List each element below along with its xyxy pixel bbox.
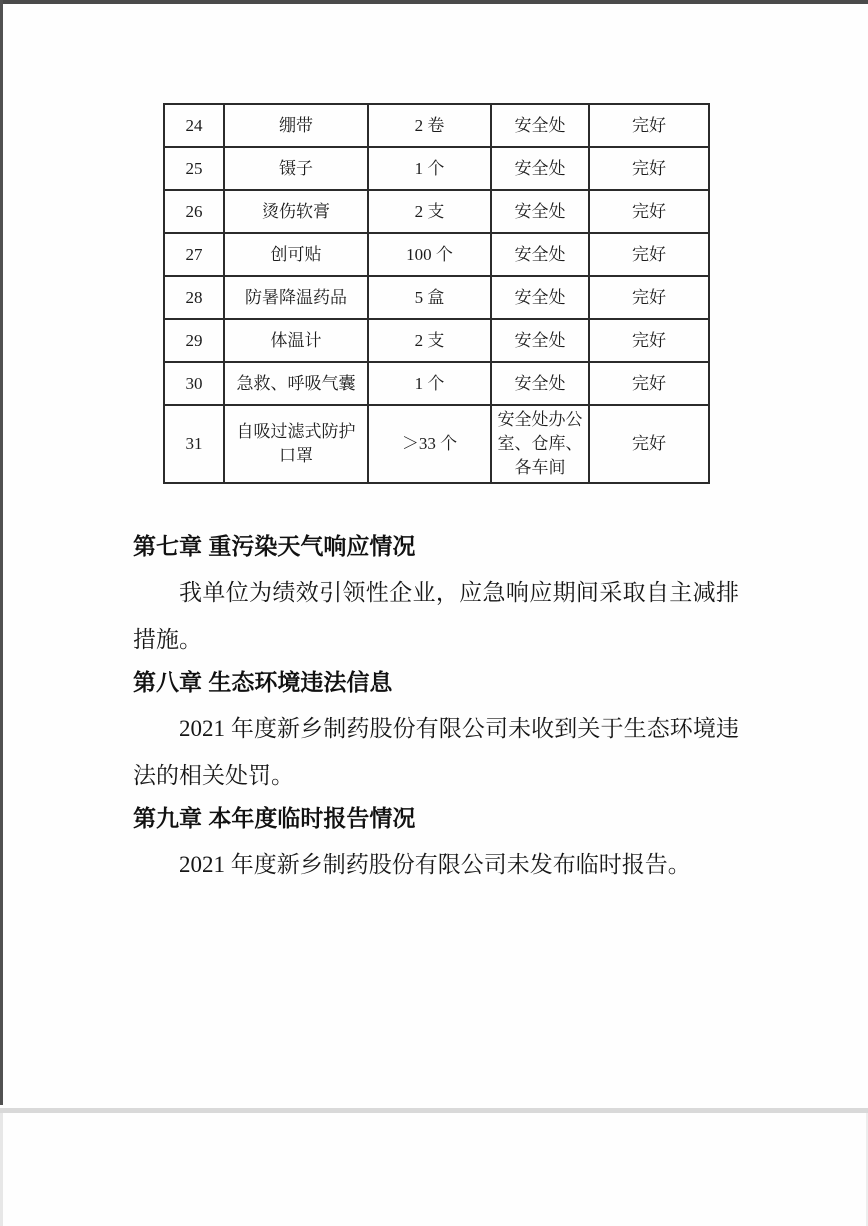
chapter-7-heading: 第七章 重污染天气响应情况 (133, 533, 416, 559)
scan-edge-left (0, 0, 3, 1105)
table-cell-loc: 安全处 (491, 362, 589, 405)
table-cell-status: 完好 (589, 147, 709, 190)
table-row (164, 276, 709, 319)
chapter-8-heading: 第八章 生态环境违法信息 (133, 669, 393, 695)
table-cell-status: 完好 (589, 190, 709, 233)
table-cell-item: 烫伤软膏 (224, 190, 368, 233)
table-cell-loc: 安全处办公室、仓库、各车间 (491, 405, 589, 483)
table-cell-no: 24 (164, 104, 224, 147)
table-cell-no: 27 (164, 233, 224, 276)
table-cell-no: 25 (164, 147, 224, 190)
table-cell-qty: ＞33 个 (368, 405, 491, 483)
table-cell-no: 31 (164, 405, 224, 483)
chapter-8-paragraph: 2021 年度新乡制药股份有限公司未收到关于生态环境违法的相关处罚。 (133, 716, 739, 788)
table-cell-qty: 2 卷 (368, 104, 491, 147)
page-split-line (0, 1108, 868, 1113)
table-row (164, 319, 709, 362)
table-cell-item: 绷带 (224, 104, 368, 147)
table-cell-no: 29 (164, 319, 224, 362)
table-cell-qty: 2 支 (368, 319, 491, 362)
table-cell-item: 急救、呼吸气囊 (224, 362, 368, 405)
table-cell-qty: 1 个 (368, 362, 491, 405)
table-cell-loc: 安全处 (491, 147, 589, 190)
table-row (164, 147, 709, 190)
scan-edge-top (0, 0, 868, 4)
supplies-table-body (164, 104, 709, 483)
chapter-7-paragraph: 我单位为绩效引领性企业，应急响应期间采取自主减排措施。 (133, 580, 739, 652)
table-cell-qty: 5 盒 (368, 276, 491, 319)
table-row (164, 104, 709, 147)
table-cell-no: 28 (164, 276, 224, 319)
table-cell-no: 30 (164, 362, 224, 405)
table-cell-status: 完好 (589, 405, 709, 483)
chapter-9-paragraph: 2021 年度新乡制药股份有限公司未发布临时报告。 (179, 852, 691, 877)
table-cell-loc: 安全处 (491, 190, 589, 233)
table-row (164, 190, 709, 233)
table-cell-item: 镊子 (224, 147, 368, 190)
table-cell-loc: 安全处 (491, 104, 589, 147)
scan-edge-left-lower (0, 1113, 3, 1226)
table-cell-item: 自吸过滤式防护口罩 (224, 405, 368, 483)
table-row (164, 233, 709, 276)
table-cell-qty: 2 支 (368, 190, 491, 233)
table-cell-status: 完好 (589, 276, 709, 319)
table-cell-loc: 安全处 (491, 233, 589, 276)
table-cell-item: 防暑降温药品 (224, 276, 368, 319)
table-cell-status: 完好 (589, 233, 709, 276)
table-cell-qty: 100 个 (368, 233, 491, 276)
chapter-9-heading: 第九章 本年度临时报告情况 (133, 805, 416, 831)
table-cell-status: 完好 (589, 362, 709, 405)
table-cell-qty: 1 个 (368, 147, 491, 190)
table-cell-no: 26 (164, 190, 224, 233)
emergency-supplies-table (163, 103, 710, 484)
table-cell-status: 完好 (589, 319, 709, 362)
table-cell-item: 创可贴 (224, 233, 368, 276)
table-cell-loc: 安全处 (491, 319, 589, 362)
table-row (164, 362, 709, 405)
table-row (164, 405, 709, 483)
table-cell-loc: 安全处 (491, 276, 589, 319)
table-cell-item: 体温计 (224, 319, 368, 362)
report-sections (133, 531, 739, 888)
table-cell-status: 完好 (589, 104, 709, 147)
